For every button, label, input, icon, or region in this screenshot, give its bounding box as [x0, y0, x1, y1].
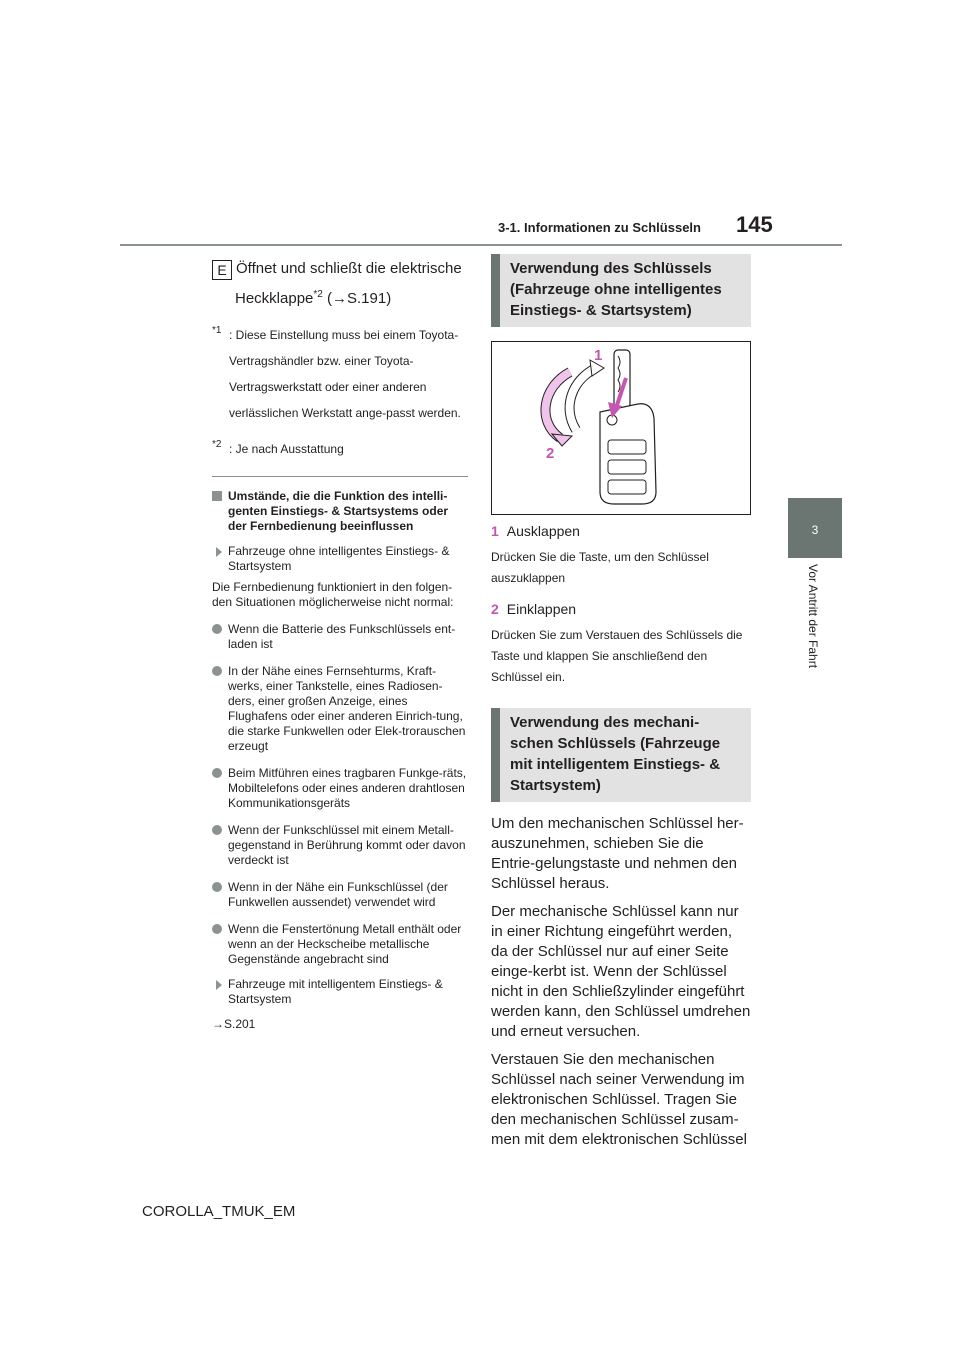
step-number: 1 [491, 523, 499, 539]
step-title: Einklappen [506, 601, 577, 617]
list-item [212, 664, 468, 754]
step-description: Drücken Sie die Taste, um den Schlüssel auszuklappen [491, 550, 709, 585]
triangle-right-icon [216, 547, 222, 557]
item-e-text: Heckklappe [235, 290, 314, 307]
subsection-smart-entry [212, 977, 468, 1007]
header-rule [120, 244, 842, 246]
fob-button-2-icon [608, 460, 646, 474]
footnote-mark: *2 [313, 289, 323, 300]
subsection-no-smart-entry [212, 544, 468, 574]
fob-button-3-icon [608, 480, 646, 494]
list-item-text: Wenn die Batterie des Funkschlüssels ent-laden ist [228, 622, 456, 651]
key-diagram [492, 342, 750, 514]
list-item-text: In der Nähe eines Fernsehturms, Kraft-werks, einer Tankstelle, eines Radiosen-ders, einer großen Anzeige, eines Flughafens oder einer anderen Einrich-tung, die starke Funkwellen oder Elek-trorauschen erzeugt [228, 664, 466, 753]
footnote-2 [212, 432, 468, 462]
paragraph: Verstauen Sie den mechanischen Schlüssel nach seiner Verwendung im elektronischen Schlüssel. Tragen Sie den mechanischen Schlüssel zusam-men mit dem elektronischen Schlüssel [491, 1051, 747, 1148]
item-e-line2 [212, 282, 468, 312]
triangle-right-icon [216, 980, 222, 990]
subsection-text: Fahrzeuge mit intelligentem Einstiegs- & Startsystem [228, 977, 443, 1006]
model-code: COROLLA_TMUK_EM [142, 1203, 296, 1220]
paragraph: Um den mechanischen Schlüssel her-auszunehmen, schieben Sie die Entrie-gelungstaste und nehmen den Schlüssel heraus. [491, 815, 744, 892]
step-title: Ausklappen [506, 523, 580, 539]
square-bullet-icon [212, 491, 222, 501]
section-heading-text: Umstände, die die Funktion des intelli-genten Einstiegs- & Startsystems oder der Fernbedienung beeinflussen [228, 489, 449, 533]
list-item-text: Wenn die Fenstertönung Metall enthält oder wenn an der Heckscheibe metallische Gegenstände angebracht sind [228, 922, 462, 966]
bullet-icon [212, 768, 222, 778]
chapter-label: Vor Antritt der Fahrt [806, 564, 820, 669]
bullet-icon [212, 624, 222, 634]
item-e-line1: Öffnet und schließt die elektrische [236, 260, 462, 277]
item-e [212, 256, 468, 312]
paragraph: Der mechanische Schlüssel kann nur in einer Richtung eingeführt werden, da der Schlüssel nur auf einer Seite einge-kerbt ist. Wenn der Schlüssel nicht in den Schließzylinder eingeführt werden kann, den Schlüssel umdrehen und erneut versuchen. [491, 903, 751, 1040]
section-title: 3-1. Informationen zu Schlüsseln [498, 220, 701, 235]
bullet-icon [212, 666, 222, 676]
box-heading-key-usage: Verwendung des Schlüssels (Fahrzeuge ohne intelligentes Einstiegs- & Startsystem) [491, 254, 751, 327]
unfold-arrow-icon [570, 368, 596, 430]
chapter-tab[interactable]: 3 [788, 498, 842, 558]
step-description: Drücken Sie zum Verstauen des Schlüssels die Taste und klappen Sie anschließend den Schlüssel ein. [491, 628, 743, 684]
bullet-icon [212, 882, 222, 892]
figure-label-1: 1 [594, 347, 603, 364]
footnote-text: : Je nach Ausstattung [229, 442, 344, 456]
page-reference-link[interactable]: →S.201 [212, 1017, 256, 1031]
list-item [212, 766, 468, 811]
list-item [212, 823, 468, 868]
footnote-mark: *1 [212, 325, 222, 336]
list-item-text: Wenn in der Nähe ein Funkschlüssel (der Funkwellen aussendet) verwendet wird [228, 880, 448, 909]
footnote-1 [212, 318, 468, 426]
bullet-icon [212, 825, 222, 835]
list-item [212, 922, 468, 967]
item-letter-badge: E [212, 260, 232, 280]
footnote-mark: *2 [212, 439, 222, 450]
divider [212, 476, 468, 477]
intro-paragraph: Die Fernbedienung funktioniert in den folgen-den Situationen möglicherweise nicht normal: [212, 580, 454, 609]
bullet-icon [212, 924, 222, 934]
footnote-text: : Diese Einstellung muss bei einem Toyota-Vertragshändler bzw. einer Toyota-Vertragswerkstatt oder einer anderen verlässlichen Werkstatt ange-passt werden. [229, 328, 461, 420]
page-reference-link[interactable]: (→S.191) [322, 290, 392, 307]
fob-button-1-icon [608, 440, 646, 454]
figure-label-2: 2 [546, 445, 555, 462]
box-heading-mechanical-key: Verwendung des mechani-schen Schlüssels (Fahrzeuge mit intelligentem Einstiegs- & Startsystem) [491, 708, 751, 802]
key-fold-illustration [491, 341, 751, 515]
right-column [491, 254, 751, 1150]
list-item-text: Wenn der Funkschlüssel mit einem Metall-gegenstand in Berührung kommt oder davon verdeckt ist [228, 823, 466, 867]
page-number: 145 [736, 212, 773, 237]
step-2 [491, 599, 751, 619]
list-item-text: Beim Mitführen eines tragbaren Funkge-räts, Mobiltelefons oder eines anderen drahtlosen Kommunikationsgeräts [228, 766, 467, 810]
left-column [212, 256, 468, 1031]
list-item [212, 880, 468, 910]
subsection-text: Fahrzeuge ohne intelligentes Einstiegs- & Startsystem [228, 544, 450, 573]
section-heading [212, 489, 468, 534]
step-number: 2 [491, 601, 499, 617]
step-1 [491, 521, 751, 541]
list-item [212, 622, 468, 652]
